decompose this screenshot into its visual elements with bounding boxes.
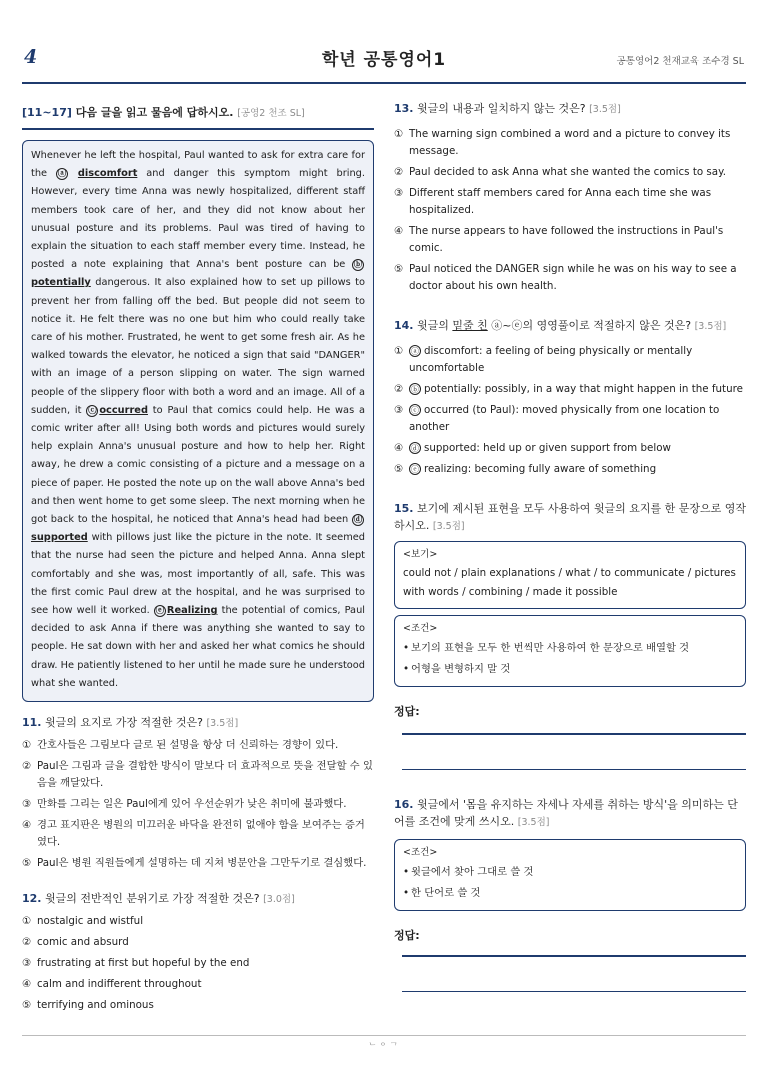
answer-option[interactable] xyxy=(22,737,374,754)
condition-text: 한 단어로 쓸 것 xyxy=(411,887,481,899)
option-text: The nurse appears to have followed the instructions in Paul's comic. xyxy=(409,225,724,254)
option-number: ⑤ xyxy=(394,463,404,475)
left-column xyxy=(22,100,374,1018)
answer-line[interactable] xyxy=(402,769,746,771)
footer-divider xyxy=(22,1035,746,1036)
question-number: 11. xyxy=(22,716,42,730)
option-number: ② xyxy=(22,760,32,773)
question-12 xyxy=(22,890,374,1014)
section-heading xyxy=(22,104,374,130)
condition-label: <조건> xyxy=(403,847,438,858)
option-text: nostalgic and wistful xyxy=(37,915,144,928)
passage-text: with pillows just like the picture in the note. It seemed that the nurse had seen the picture and helped Anna. Anna slept comfortably and she was, most importantly of all, safe. This was the first comic Paul drew at the hospital, and he was surprised to see how well it worked. xyxy=(31,532,365,617)
option-number: ① xyxy=(22,915,32,928)
question-text: 윗글의 전반적인 분위기로 가장 적절한 것은? xyxy=(45,892,260,906)
marker-a: ⓐ xyxy=(57,169,67,180)
option-text: Paul은 그림과 글을 결합한 방식이 말보다 더 효과적으로 뜻을 전달할 수 있음을 깨달았다. xyxy=(37,760,373,790)
option-marker: ⓔ xyxy=(411,465,419,474)
passage-text: Whenever he left the hospital, Paul wanted to ask for extra care for the xyxy=(31,150,365,180)
option-number: ④ xyxy=(394,442,404,454)
answer-option[interactable] xyxy=(394,440,746,457)
underlined-word-a: discomfort xyxy=(77,168,138,180)
marker-e: ⓔ xyxy=(155,606,165,617)
option-marker: ⓒ xyxy=(411,406,419,415)
answer-option[interactable] xyxy=(394,343,746,377)
marker-b: ⓑ xyxy=(353,260,363,271)
question-stem xyxy=(22,714,374,732)
condition-text: 윗글에서 찾아 그대로 쓸 것 xyxy=(411,866,534,878)
answer-option[interactable] xyxy=(22,934,374,951)
option-text: calm and indifferent throughout xyxy=(37,978,202,991)
question-16 xyxy=(394,796,746,992)
answer-option[interactable] xyxy=(22,817,374,851)
question-number: 12. xyxy=(22,892,42,906)
condition-label: <조건> xyxy=(403,623,438,634)
option-marker: ⓐ xyxy=(411,347,419,356)
condition-item: • 보기의 표현을 모두 한 번씩만 사용하여 한 문장으로 배열할 것 xyxy=(403,638,737,659)
passage-text: dangerous. It also explained how to set up pillows to prevent her from falling off the bed. But people did not seem to notice it. He felt there was no one but him who could really take care of his mother. Frustrated, he went to get some fresh air. As he walked towards the elevator, he noticed a sign that said "DANGER" with an image of a person slipping on water. The sign warned people of the slippery floor with both a word and an image. All of a sudden, it xyxy=(31,277,365,416)
header-divider xyxy=(22,82,746,84)
question-text: 윗글의 내용과 일치하지 않는 것은? xyxy=(417,102,586,115)
answer-option[interactable] xyxy=(394,381,746,398)
answer-line[interactable] xyxy=(402,955,746,957)
answer-options xyxy=(22,737,374,872)
condition-box xyxy=(394,839,746,911)
question-text: 보기에 제시된 표현을 모두 사용하여 윗글의 요지를 한 문장으로 영작하시오. xyxy=(394,502,746,532)
answer-option[interactable] xyxy=(22,796,374,813)
option-number: ② xyxy=(394,166,404,178)
question-stem xyxy=(394,317,746,335)
answer-option[interactable] xyxy=(22,976,374,993)
bogi-box xyxy=(394,541,746,609)
question-15 xyxy=(394,500,746,770)
answer-option[interactable] xyxy=(394,164,746,181)
page-header xyxy=(22,36,746,84)
underlined-word-d: supported xyxy=(31,532,88,544)
bogi-label: <보기> xyxy=(403,549,438,560)
option-text: The warning sign combined a word and a picture to convey its message. xyxy=(409,128,731,157)
question-points: [3.5점] xyxy=(694,321,727,332)
question-stem xyxy=(394,500,746,535)
answer-option[interactable] xyxy=(394,261,746,295)
option-text: 경고 표지판은 병원의 미끄러운 바닥을 완전히 없애야 함을 보여주는 증거였다. xyxy=(37,819,365,849)
condition-item: • 어형을 변형하지 말 것 xyxy=(403,659,737,680)
footer-page-label: ᄂᄋᄀ xyxy=(367,1043,401,1053)
question-number: 13. xyxy=(394,102,414,115)
question-13 xyxy=(394,100,746,295)
page-title: 학년 공통영어1 xyxy=(321,50,447,70)
option-text: occurred (to Paul): moved physically from one location to another xyxy=(409,404,720,433)
answer-options xyxy=(394,343,746,478)
option-text: 간호사들은 그림보다 글로 된 설명을 항상 더 신뢰하는 경향이 있다. xyxy=(37,739,339,752)
option-text: Paul은 병원 직원들에게 설명하는 데 지쳐 병문안을 그만두기로 결심했다. xyxy=(37,857,367,870)
passage-text: to Paul that comics could help. He was a comic writer after all! Using both words and pictures would surely help explain Anna's unusual posture and how to help her. Right away, he drew a comic consisting of a picture and a message on a piece of paper. He posted the note up on the wall above Anna's bed and then went home to get some sleep. The next morning when he got back to the hospital, he noticed that Anna's head had been xyxy=(31,404,365,526)
option-text: terrifying and ominous xyxy=(37,999,154,1012)
question-11 xyxy=(22,714,374,872)
answer-option[interactable] xyxy=(22,955,374,972)
option-number: ③ xyxy=(394,187,404,199)
answer-option[interactable] xyxy=(394,126,746,160)
condition-box xyxy=(394,615,746,687)
option-marker: ⓑ xyxy=(411,385,419,394)
question-number: 15. xyxy=(394,502,414,515)
question-text: ⓐ~ⓔ의 영영풀이로 적절하지 않은 것은? xyxy=(487,319,692,332)
question-14 xyxy=(394,317,746,478)
option-text: potentially: possibly, in a way that might happen in the future xyxy=(424,383,743,395)
option-marker: ⓓ xyxy=(411,444,419,453)
question-number: 16. xyxy=(394,798,414,811)
option-number: ④ xyxy=(22,978,32,991)
answer-label: 정답: xyxy=(394,705,420,718)
option-text: Different staff members cared for Anna each time she was hospitalized. xyxy=(409,187,712,216)
section-instruction: 다음 글을 읽고 물음에 답하시오. xyxy=(75,106,234,119)
option-number: ② xyxy=(394,383,404,395)
question-points: [3.5점] xyxy=(432,521,465,532)
answer-option[interactable] xyxy=(22,855,374,872)
passage-text: and danger this symptom might bring. However, every time Anna was newly hospitalized, different staff members took care of her, and they did not know about her unusual posture and its problems. Paul was tired of having to explain the situation to each staff member every time. Instead, he posted a note explaining that Anna's bent posture can be xyxy=(31,168,365,271)
underlined-word-e: Realizing xyxy=(166,605,218,617)
question-text: 윗글의 요지로 가장 적절한 것은? xyxy=(45,716,203,730)
question-points: [3.0점] xyxy=(263,894,295,906)
question-stem xyxy=(394,100,746,118)
condition-text: 어형을 변형하지 말 것 xyxy=(411,663,511,675)
answer-label: 정답: xyxy=(394,929,420,942)
option-text: Paul decided to ask Anna what she wanted the comics to say. xyxy=(409,166,727,178)
option-number: ⑤ xyxy=(394,263,404,275)
option-text: supported: held up or given support from below xyxy=(424,442,671,454)
question-range: [11~17] xyxy=(22,106,72,119)
question-points: [3.5점] xyxy=(206,718,239,730)
option-number: ① xyxy=(394,345,404,357)
option-number: ④ xyxy=(22,819,32,832)
answer-options xyxy=(22,913,374,1014)
answer-option[interactable] xyxy=(394,223,746,257)
answer-options xyxy=(394,126,746,295)
page-meta: 공통영어2 천재교육 조수경 SL xyxy=(616,56,744,67)
answer-option[interactable] xyxy=(22,913,374,930)
question-text-underlined: 밑줄 친 xyxy=(452,319,488,332)
answer-line[interactable] xyxy=(402,733,746,735)
condition-item: • 한 단어로 쓸 것 xyxy=(403,883,737,904)
answer-option[interactable] xyxy=(22,997,374,1014)
option-text: frustrating at first but hopeful by the end xyxy=(37,957,250,970)
question-number: 14. xyxy=(394,319,414,332)
underlined-word-b: potentially xyxy=(31,277,91,289)
answer-line[interactable] xyxy=(402,991,746,993)
option-number: ① xyxy=(394,128,404,140)
condition-item: • 윗글에서 찾아 그대로 쓸 것 xyxy=(403,862,737,883)
option-number: ② xyxy=(22,936,32,949)
option-number: ③ xyxy=(22,798,32,811)
answer-option[interactable] xyxy=(394,185,746,219)
reading-passage xyxy=(22,140,374,702)
answer-option[interactable] xyxy=(22,758,374,792)
option-text: 만화를 그리는 일은 Paul에게 있어 우선순위가 낮은 취미에 불과했다. xyxy=(37,798,347,811)
option-number: ③ xyxy=(22,957,32,970)
option-text: comic and absurd xyxy=(37,936,129,949)
answer-option[interactable] xyxy=(394,402,746,436)
option-number: ③ xyxy=(394,404,404,416)
marker-d: ⓓ xyxy=(353,515,363,526)
question-stem xyxy=(394,796,746,831)
option-number: ⑤ xyxy=(22,857,32,870)
option-text: Paul noticed the DANGER sign while he was on his way to see a doctor about his own health. xyxy=(409,263,737,292)
question-stem xyxy=(22,890,374,908)
question-points: [3.5점] xyxy=(589,104,621,115)
option-number: ④ xyxy=(394,225,404,237)
bogi-text: could not / plain explanations / what / to communicate / pictures with words / combining / made it possible xyxy=(403,567,736,598)
answer-option[interactable] xyxy=(394,461,746,478)
question-text: 윗글에서 '몸을 유지하는 자세나 자세를 취하는 방식'을 의미하는 단어를 조건에 맞게 쓰시오. xyxy=(394,798,738,828)
underlined-word-c: occurred xyxy=(99,404,148,416)
option-number: ① xyxy=(22,739,32,752)
condition-text: 보기의 표현을 모두 한 번씩만 사용하여 한 문장으로 배열할 것 xyxy=(411,642,690,654)
option-text: discomfort: a feeling of being physically or mentally uncomfortable xyxy=(409,345,693,374)
option-text: realizing: becoming fully aware of something xyxy=(424,463,657,475)
passage-text: the potential of comics, Paul decided to ask Anna if there was anything she wanted to say to people. He sat down with her and asked her what comics he should draw. He patiently listened to her until he made sure he understood what she wanted. xyxy=(31,605,365,689)
question-points: [3.5점] xyxy=(517,817,550,828)
marker-c: ⓒ xyxy=(88,405,97,416)
question-text: 윗글의 xyxy=(417,319,453,332)
section-source: [공영2 천조 SL] xyxy=(237,108,305,119)
page-number: 4 xyxy=(24,46,38,68)
right-column xyxy=(394,100,746,992)
option-number: ⑤ xyxy=(22,999,32,1012)
